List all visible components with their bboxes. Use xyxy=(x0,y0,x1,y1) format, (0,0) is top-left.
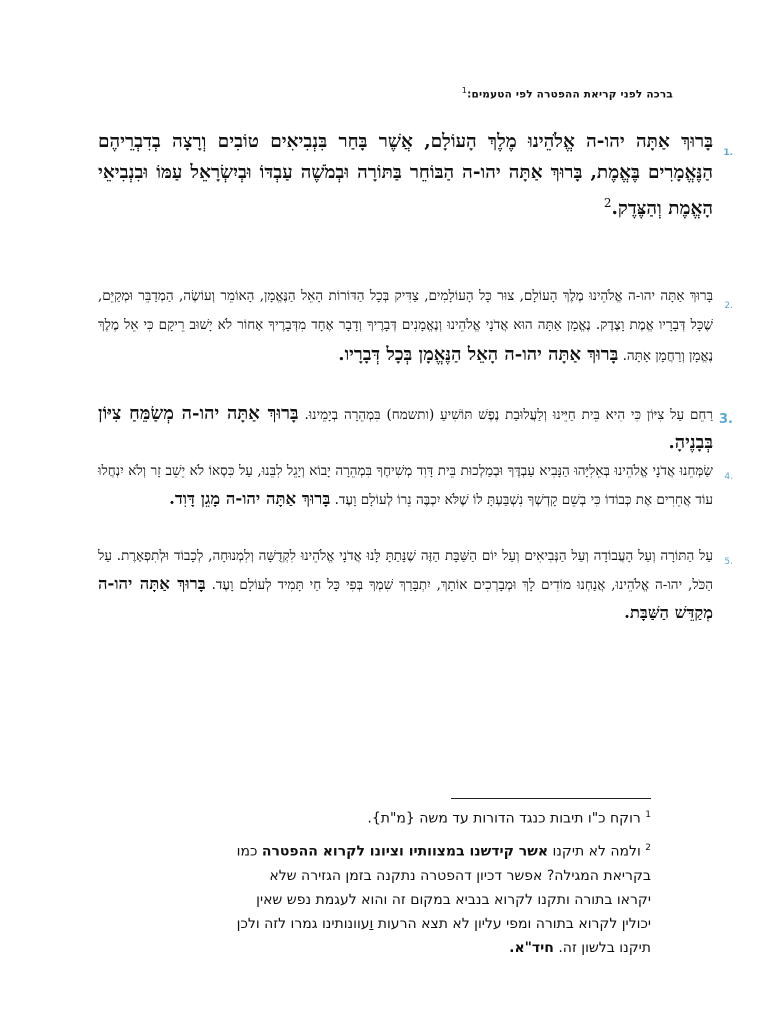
footnote-1 xyxy=(231,803,651,831)
footnote-text-start: ולמה לא תיקנו xyxy=(548,843,641,860)
footnote-source: חיד"א. xyxy=(509,939,554,956)
section-number: 5. xyxy=(724,557,733,567)
blessing-section-3 xyxy=(98,400,733,458)
section-closing-blessing: בָּרוּךְ אַתָּה יהו-ה הָאֵל הַנֶּאֱמָן בְּכָל דְּבָרָיו. xyxy=(338,344,619,365)
footnote-text-rest: כמו בקריאת המגילה? אפשר דכיון דהפטרה נתקנה בזמן הגזירה שלא יקראו בתורה ותקנו לקרוא בנביא במקום זה והוא לעגמת נפש שאין יכולין לקרוא בתורה ומפי עליון לא תצא הרעות וַעוונותינו גמרו לזה ולכן תיקנו בלשון זה. xyxy=(236,843,651,956)
page-heading xyxy=(73,86,673,101)
footnote-marker: 2 xyxy=(645,843,651,853)
section-text: רַחֵם עַל צִיּוֹן כִּי הִיא בֵּית חַיֵּינוּ וְלַעֲלוּבַת נֶפֶשׁ תּוֹשִׁיעַ (ותשמח) בִּמְהֵרָה בְיָמֵינוּ. xyxy=(304,407,713,423)
section-closing-blessing: בָּרוּךְ אַתָּה יהו-ה מְשַׂמֵּחַ צִיּוֹן בְּבָנֶיהָ. xyxy=(98,403,713,453)
footnote-divider xyxy=(451,798,651,799)
blessing-section-4 xyxy=(98,458,733,514)
section-text: שַׂמְּחֵנוּ אֲדֹנָי אֱלֹהֵינוּ בְּאֵלִיָּהוּ הַנָּבִיא עַבְדֶּךָ וּבְמַלְכוּת בֵּית דָּוִד מְשִׁיחֶךָ בִּמְהֵרָה יָבוֹא וְיָגֵל לִבֵּנוּ, עַל כִּסְאוֹ לֹא יֵשֵׁב זָר וְלֹא יִנְחֲלוּ עוֹד אֲחֵרִים אֶת כְּבוֹדוֹ כִּי בְשֵׁם קָדְשְׁךָ נִשְׁבַּעְתָּ לוֹ שֶׁלֹּא יִכְבֶּה נֵרוֹ לְעוֹלָם וָעֶד. xyxy=(98,463,713,508)
section-number: 3. xyxy=(719,412,733,427)
section-number: 4. xyxy=(724,472,733,482)
section-number: 2. xyxy=(724,301,733,311)
blessing-section-2 xyxy=(98,282,733,371)
section-number: 1. xyxy=(723,148,733,158)
footnote-emphasis: אשר קידשנו במצוותיו וציונו לקרוא ההפטרה xyxy=(261,843,549,860)
footnote-marker: 1 xyxy=(645,810,651,820)
footnote-2 xyxy=(231,836,651,960)
footnote-text: רוקח כ"ו תיבות כנגד הדורות עד משה {מ"ת}. xyxy=(367,810,641,827)
section-text: בָּרוּךְ אַתָּה יהו-ה אֱלֹהֵינוּ מֶלֶךְ הָעוֹלָם, אֲשֶׁר בָּחַר בִּנְבִיאִים טוֹבִים וְרָצָה בְדִבְרֵיהֶם הַנֶּאֱמָרִים בֶּאֱמֶת, בָּרוּךְ אַתָּה יהו-ה הַבּוֹחֵר בַּתּוֹרָה וּבְמֹשֶׁה עַבְדּוֹ וּבְיִשְׂרָאֵל עַמּוֹ וּבִנְבִיאֵי הָאֱמֶת וְהַצֶּדֶק. xyxy=(98,131,713,220)
section-text: עַל הַתּוֹרָה וְעַל הָעֲבוֹדָה וְעַל הַנְּבִיאִים וְעַל יוֹם הַשַּׁבָּת הַזֶּה שֶׁנָּתַתָּ לָּנוּ אֲדֹנָי אֱלֹהֵינוּ לִקְדֻשָּׁה וְלִמְנוּחָה, לְכָבוֹד וּלְתִפְאָרֶת. עַל הַכֹּל, יהו-ה אֱלֹהֵינוּ, אֲנַחְנוּ מוֹדִים לָךְ וּמְבָרְכִים אוֹתָךְ, יִתְבָּרַךְ שִׁמְךָ בְּפִי כָּל חַי תָּמִיד לְעוֹלָם וָעֶד. xyxy=(98,548,713,593)
blessing-section-1 xyxy=(98,126,733,224)
section-closing-blessing: בָּרוּךְ אַתָּה יהו-ה מְקַדֵּשׁ הַשַּׁבָּת. xyxy=(98,574,713,622)
section-text: בָּרוּךְ אַתָּה יהו-ה אֱלֹהֵינוּ מֶלֶךְ הָעוֹלָם, צוּר כָּל הָעוֹלָמִים, צַדִּיק בְּכָל הַדּוֹרוֹת הָאֵל הַנֶּאֱמָן, הָאוֹמֵר וְעוֹשֶׂה, הַמְדַבֵּר וּמְקַיֵּם, שֶׁכָּל דְּבָרָיו אֱמֶת וָצֶדֶק. נֶאֱמָן אַתָּה הוּא אֲדֹנָי אֱלֹהֵינוּ וְנֶאֱמָנִים דְּבָרֶיךָ וְדָבָר אֶחָד מִדְּבָרֶיךָ אָחוֹר לֹא יָשׁוּב רֵיקָם כִּי אֵל מֶלֶךְ נֶאֱמָן וְרַחֲמָן אָתָּה. xyxy=(98,288,713,364)
blessing-section-5 xyxy=(98,543,733,628)
section-closing-blessing: בָּרוּךְ אַתָּה יהו-ה מָגֵן דָּוִד. xyxy=(169,489,331,508)
footnote-ref-1[interactable]: 1 xyxy=(461,86,468,95)
footnote-ref-2[interactable]: 2 xyxy=(603,196,612,210)
heading-text: ברכה לפני קריאת ההפטרה לפי הטעמים: xyxy=(467,88,673,101)
